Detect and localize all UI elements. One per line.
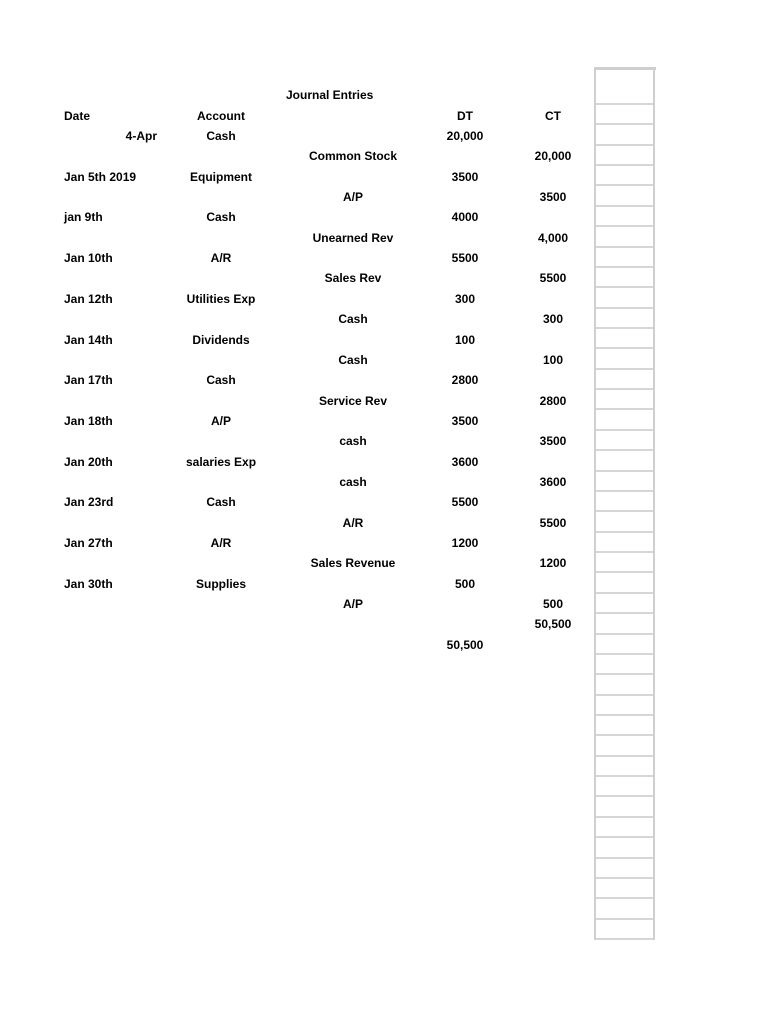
date-cell: Jan 5th 2019	[64, 169, 137, 184]
account-cell: salaries Exp	[185, 454, 257, 469]
credit-cell: 3500	[539, 190, 567, 205]
date-cell: Jan 12th	[64, 291, 113, 306]
debit-cell: 3600	[451, 454, 479, 469]
header-account: Account	[197, 109, 245, 123]
date-cell: Jan 23rd	[64, 495, 114, 510]
grid-line	[596, 368, 653, 370]
grid-line	[596, 470, 653, 472]
grid-line	[596, 714, 653, 716]
grid-line	[596, 307, 653, 309]
grid-line	[596, 429, 653, 431]
account-cell: Cash	[206, 210, 236, 225]
grid-line	[596, 571, 653, 573]
table-row	[0, 373, 590, 393]
grid-line	[596, 144, 653, 146]
credit-cell: 100	[542, 352, 564, 367]
grid-line	[596, 795, 653, 797]
grid-line	[596, 612, 653, 614]
table-row	[0, 394, 590, 414]
credit-cell: 5500	[539, 515, 567, 530]
table-row	[0, 149, 590, 169]
debit-cell: 2800	[451, 373, 479, 388]
header-date: Date	[64, 109, 91, 123]
grid-line	[596, 897, 653, 899]
credit-cell: 3500	[539, 434, 567, 449]
grid-line	[596, 266, 653, 268]
grid-line	[596, 918, 653, 920]
grid-line	[596, 734, 653, 736]
grid-line	[596, 225, 653, 227]
grid-line	[596, 490, 653, 492]
table-row	[0, 516, 590, 536]
account-cell: Cash	[206, 373, 236, 388]
credit-account-cell: Sales Rev	[324, 271, 382, 286]
account-cell: Supplies	[195, 576, 246, 591]
credit-account-cell: A/R	[342, 515, 364, 530]
table-row	[0, 414, 590, 434]
credit-account-cell: cash	[339, 434, 367, 449]
debit-cell: 20,000	[446, 129, 484, 143]
grid-line	[596, 205, 653, 207]
grid-line	[596, 551, 653, 553]
grid-line	[596, 694, 653, 696]
table-row	[0, 312, 590, 332]
grid-line	[596, 816, 653, 818]
table-row	[0, 475, 590, 495]
spreadsheet-column-strip	[594, 68, 655, 940]
credit-account-cell: A/P	[342, 597, 363, 612]
credit-cell: 4,000	[537, 230, 569, 245]
grid-line	[596, 347, 653, 349]
account-cell: A/R	[210, 536, 232, 550]
table-row	[0, 617, 590, 637]
header-dt: DT	[457, 109, 473, 123]
table-row	[0, 210, 590, 230]
table-row	[0, 333, 590, 353]
credit-account-cell: Common Stock	[308, 149, 397, 164]
grid-line	[596, 653, 653, 655]
table-row	[0, 577, 590, 597]
credit-account-cell: Service Rev	[318, 393, 388, 408]
grid-line	[596, 938, 653, 940]
date-cell: Jan 20th	[64, 454, 113, 469]
grid-line	[596, 531, 653, 533]
grid-line	[596, 633, 653, 635]
table-row	[0, 251, 590, 271]
table-row	[0, 434, 590, 454]
table-row	[0, 129, 590, 149]
table-row	[0, 231, 590, 251]
grid-line	[596, 184, 653, 186]
table-row	[0, 597, 590, 617]
grid-line	[596, 327, 653, 329]
credit-cell: 3600	[539, 474, 567, 489]
debit-cell: 3500	[451, 169, 479, 184]
grid-line	[596, 836, 653, 838]
credit-account-cell: Unearned Rev	[312, 230, 394, 245]
table-row	[0, 495, 590, 515]
grid-line	[596, 755, 653, 757]
date-cell: Jan 18th	[64, 413, 113, 428]
grid-line	[596, 286, 653, 288]
date-cell: Jan 27th	[64, 536, 113, 550]
grid-line	[596, 592, 653, 594]
credit-cell: 500	[542, 597, 564, 612]
grid-line	[594, 67, 656, 70]
grid-line	[596, 164, 653, 166]
debit-cell: 5500	[451, 251, 479, 266]
grid-line	[596, 775, 653, 777]
date-cell: 4-Apr	[125, 129, 157, 143]
date-cell: jan 9th	[64, 210, 103, 225]
table-row	[0, 271, 590, 291]
account-cell: Equipment	[190, 169, 252, 184]
credit-cell: 5500	[539, 271, 567, 286]
grid-line	[596, 510, 653, 512]
credit-account-cell: cash	[339, 474, 367, 489]
page-title: Journal Entries	[286, 88, 374, 102]
grid-line	[596, 123, 653, 125]
debit-cell: 5500	[451, 495, 479, 510]
table-row	[0, 292, 590, 312]
table-row	[0, 536, 590, 556]
table-row	[0, 556, 590, 576]
credit-account-cell: Cash	[338, 312, 368, 327]
grid-line	[596, 857, 653, 859]
table-row	[0, 638, 590, 658]
account-cell: A/P	[210, 413, 231, 428]
table-row	[0, 455, 590, 475]
account-cell: Dividends	[192, 332, 250, 347]
account-cell: A/R	[210, 251, 232, 266]
grid-line	[596, 449, 653, 451]
debit-cell: 1200	[451, 536, 479, 550]
debit-cell: 100	[454, 332, 476, 347]
credit-cell: 20,000	[534, 149, 572, 164]
credit-account-cell: Cash	[338, 352, 368, 367]
date-cell: Jan 14th	[64, 332, 113, 347]
table-row	[0, 170, 590, 190]
grid-line	[596, 877, 653, 879]
header-ct: CT	[545, 109, 561, 123]
date-cell: Jan 17th	[64, 373, 113, 388]
grid-line	[596, 673, 653, 675]
date-cell: Jan 10th	[64, 251, 113, 266]
debit-cell: 50,500	[446, 637, 484, 652]
credit-cell: 300	[542, 312, 564, 327]
debit-cell: 4000	[451, 210, 479, 225]
date-cell: Jan 30th	[64, 576, 113, 591]
grid-line	[596, 408, 653, 410]
debit-cell: 3500	[451, 413, 479, 428]
credit-account-cell: Sales Revenue	[310, 556, 396, 571]
debit-cell: 500	[454, 576, 476, 591]
table-row	[0, 353, 590, 373]
account-cell: Utilities Exp	[186, 291, 256, 306]
debit-cell: 300	[454, 291, 476, 306]
credit-cell: 2800	[539, 393, 567, 408]
grid-line	[596, 388, 653, 390]
account-cell: Cash	[206, 495, 236, 510]
grid-line	[596, 246, 653, 248]
credit-cell: 50,500	[534, 617, 572, 632]
table-row	[0, 190, 590, 210]
account-cell: Cash	[206, 129, 236, 143]
credit-account-cell: A/P	[342, 190, 363, 205]
credit-cell: 1200	[539, 556, 567, 571]
grid-line	[596, 103, 653, 105]
